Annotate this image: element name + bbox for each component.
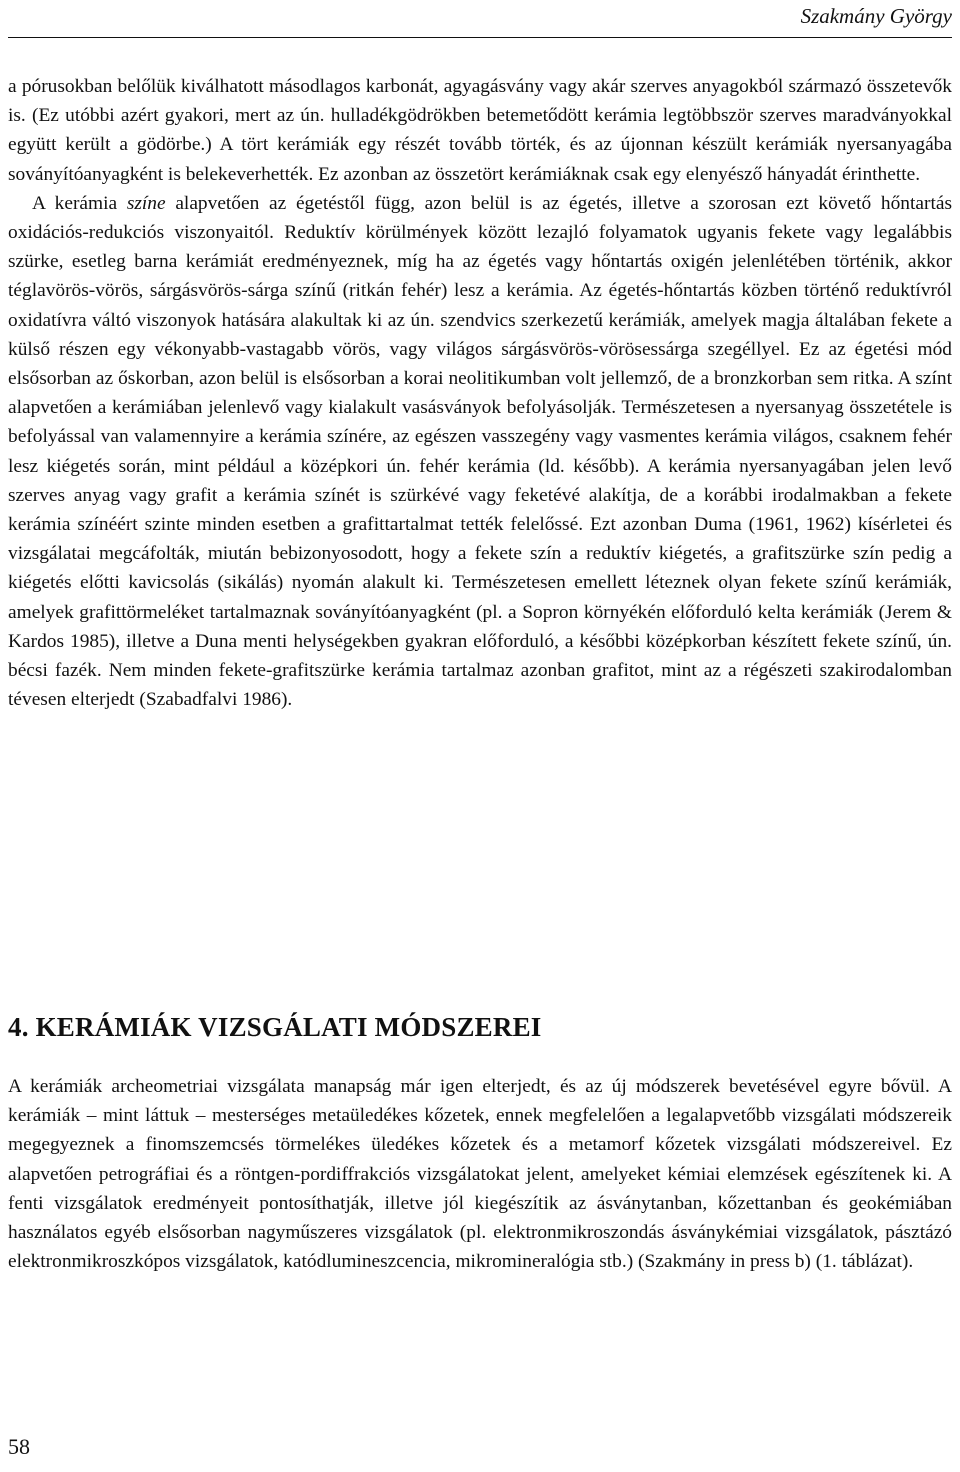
paragraph-2-rest: alapvetően az égetéstől függ, azon belül is az égetés, illetve a szorosan ezt követő hőntartás oxidációs-redukciós viszonyaitól. Reduktív körülmények között lezajló folyamatok ugyanis fekete vagy legalábbis szürke, esetleg barna kerámiát eredményeznek, míg ha az égetés vagy hőntartás oxigén jelenlétében történik, akkor téglavörös-vörös, sárgásvörös-sárga színű (ritkán fehér) lesz a kerámia. Az égetés-hőntartás közben történő reduktívról oxidatívra váltó viszonyok hatására alakultak ki az ún. szendvics szerkezetű kerámiák, amelyek magja általában fekete a külső részen egy vékonyabb-vastagabb vörös, vagy világos sárgásvörös-vörösessárga szegéllyel. Ez az égetési mód elsősorban az őskorban, azon belül is elsősorban a korai neolitikumban volt jellemző, de a bronzkorban sem ritka. A színt alapvetően a kerámiában jelenlevő vagy kialakult vasásványok befolyásolják. Természetesen a nyersanyag összetétele is befolyással van valamennyire a kerámia színére, az egészen vasszegény vagy vasmentes kerámia világos, csaknem fehér lesz kiégetés során, mint például a középkori ún. fehér kerámia (ld. később). A kerámia nyersanyagában jelen levő szerves anyag vagy grafit a kerámia színét is szürkévé vagy feketévé alakítja, de a korábbi irodalmakban a fekete kerámia színéért szinte minden esetben a grafittartalmat tették felelőssé. Ezt azonban Duma (1961, 1962) kísérletei és vizsgálatai megcáfolták, miután bebizonyosodott, hogy a fekete szín a reduktív kiégetés, a grafitszürke szín pedig a kiégetés előtti kavicsolás (sikálás) nyomán alakult ki. Természetesen emellett léteznek olyan fekete színű kerámiák, amelyek grafittörmeléket tartalmaznak soványítóanyagként (pl. a Sopron környékén előforduló kelta kerámiák (Jerem & Kardos 1985), illetve a Duna menti helységekben gyakran előforduló, a későbbi középkorban készített fekete színű, ún. bécsi fazék. Nem minden fekete-grafitszürke kerámia tartalmaz azonban grafitot, mint az a régészeti szakirodalomban tévesen elterjedt (Szabadfalvi 1986). xyxy=(8,192,952,711)
body-text-bottom xyxy=(8,1072,952,1276)
paragraph-2 xyxy=(8,189,952,715)
paragraph-3: A kerámiák archeometriai vizsgálata manapság már igen elterjedt, és az új módszerek bevetésével egyre bővül. A kerámiák – mint láttuk – mesterséges metaüledékes kőzetek, ennek megfelelően a legalapvetőbb vizsgálati módszereik megegyeznek a finomszemcsés törmelékes üledékes kőzetek és a metamorf kőzetek vizsgálati módszereivel. Ez alapvetően petrográfiai és a röntgen-pordiffrakciós vizsgálatokat jelent, amelyeket kémiai elemzések egészítenek ki. A fenti vizsgálatok eredményeit pontosíthatják, illetve jól kiegészítik az ásványtanban, kőzettanban és geokémiában használatos egyéb elsősorban nagyműszeres vizsgálatok (pl. elektronmikroszondás ásványkémiai vizsgálatok, pásztázó elektronmikroszkópos vizsgálatok, katódlumineszcencia, mikromineralógia stb.) (Szakmány in press b) (1. táblázat). xyxy=(8,1076,952,1273)
section-heading: 4. KERÁMIÁK VIZSGÁLATI MÓDSZEREI xyxy=(8,1012,542,1042)
header-rule xyxy=(8,37,952,38)
paragraph-1: a pórusokban belőlük kiválhatott másodlagos karbonát, agyagásvány vagy akár szerves anyagokból származó összetevők is. (Ez utóbbi azért gyakori, mert az ún. hulladékgödrökben betemetődött kerámia legtöbbször szerves maradványokkal együtt került a gödörbe.) A tört kerámiák egy részét tovább törték, és az újonnan készült kerámiák nyersanyagába soványítóanyagként is belekeverhették. Ez azonban az összetört kerámiáknak csak egy elenyésző hányadát érinthette. xyxy=(8,76,952,185)
emphasis-szine: színe xyxy=(126,192,166,214)
paragraph-2-start: A kerámia xyxy=(32,192,127,214)
body-text-top xyxy=(8,72,952,714)
running-head: Szakmány György xyxy=(800,4,952,28)
page-number: 58 xyxy=(8,1434,30,1459)
